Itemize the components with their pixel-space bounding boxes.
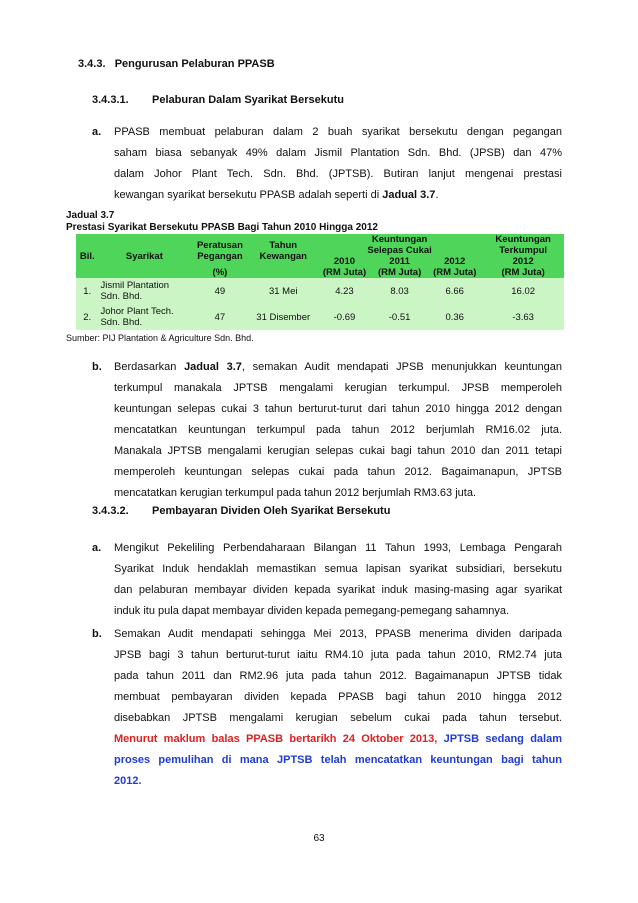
- header-text: Tahun: [269, 239, 298, 251]
- paragraph-line: terkumpul manakala JPTSB mengalami kerugian terkumpul. JPSB memperoleh: [114, 382, 562, 394]
- header-peratusan: [190, 234, 249, 267]
- header-peratusan-unit: (%): [190, 267, 249, 278]
- paragraph-line: mencatatkan keuntungan terkumpul pada tahun 2012 berjumlah RM16.02 juta.: [114, 424, 562, 436]
- header-text: Keuntungan: [495, 234, 551, 245]
- header-text: Terkumpul: [499, 245, 548, 256]
- text-run: , semakan Audit mendapati JPSB menunjukkan keuntungan: [241, 361, 562, 373]
- header-text: Keuntungan: [371, 234, 428, 245]
- header-text: Selepas Cukai: [367, 245, 432, 256]
- paragraph-line: saham biasa sebanyak 49% dalam Jismil Plantation Sdn. Bhd. (JPSB) dan 47%: [114, 147, 562, 159]
- response-line-blue: proses pemulihan di mana JPTSB telah mencatatkan keuntungan bagi tahun: [114, 754, 562, 766]
- paragraph-line: Mengikut Pekeliling Perbendaharaan Bilangan 11 Tahun 1993, Lembaga Pengarah: [114, 542, 562, 554]
- cell-fy: 31 Mei: [250, 278, 317, 304]
- paragraph-label: b.: [92, 361, 102, 373]
- paragraph-line: Semakan Audit mendapati sehingga Mei 2013, PPASB menerima dividen daripada: [114, 628, 562, 640]
- header-year-2012: 2012: [427, 256, 482, 267]
- header-terkumpul-year: 2012: [482, 256, 564, 267]
- section-heading-3-4-3: [78, 58, 275, 70]
- table-source-note: Sumber: PIJ Plantation & Agriculture Sdn. Bhd.: [66, 333, 254, 343]
- paragraph-line: dalam Johor Plant Tech. Sdn. Bhd. (JPTSB). Butiran lanjut mengenai prestasi: [114, 168, 562, 180]
- cell-2011: 8.03: [372, 278, 427, 304]
- company-name: Johor Plant Tech.: [100, 306, 174, 317]
- subsection-title: Pelaburan Dalam Syarikat Bersekutu: [152, 94, 344, 106]
- section-number: 3.4.3.: [78, 58, 106, 70]
- header-bil: Bil.: [76, 234, 98, 278]
- paragraph-line: induk itu pula dapat membayar dividen kepada pemegang-pemegang sahamnya.: [114, 605, 510, 617]
- paragraph-line: dan pelaburan membayar dividen kepada syarikat induk masing-masing agar syarikat: [114, 584, 562, 596]
- paragraph-b-profit: [92, 357, 562, 504]
- paragraph-line: memperoleh keuntungan selepas cukai pada tahun 2012. Bagaimanapun, JPTSB: [114, 466, 562, 478]
- paragraph-line: membuat pembayaran dividen kepada PPASB bagi tahun 2010 hingga 2012: [114, 691, 562, 703]
- section-title: Pengurusan Pelaburan PPASB: [114, 58, 275, 70]
- header-unit-2010: (RM Juta): [317, 267, 372, 278]
- table-reference: Jadual 3.7: [184, 361, 242, 373]
- text-run: .: [435, 189, 439, 201]
- table-header-row: [76, 234, 564, 256]
- response-text-blue: JPTSB sedang dalam: [443, 733, 562, 745]
- paragraph-line: mencatatkan kerugian terkumpul pada tahun 2012 berjumlah RM3.63 juta.: [114, 487, 477, 499]
- response-line-blue: 2012.: [114, 775, 142, 787]
- cell-2010: 4.23: [317, 278, 372, 304]
- paragraph-label: b.: [92, 628, 102, 640]
- table-row: [76, 278, 564, 304]
- company-name: Jismil Plantation: [100, 280, 170, 291]
- cell-accumulated: 16.02: [482, 278, 564, 304]
- paragraph-label: a.: [92, 126, 102, 138]
- cell-2011: -0.51: [372, 304, 427, 330]
- subsection-number: 3.4.3.2.: [92, 505, 129, 517]
- response-text-red: Menurut maklum balas PPASB bertarikh 24 Oktober 2013,: [114, 733, 438, 745]
- header-terkumpul: [482, 234, 564, 256]
- subsection-heading-3-4-3-1: [92, 94, 344, 106]
- cell-2012: 6.66: [427, 278, 482, 304]
- paragraph-line: Syarikat Induk hendaklah memastikan semua lapisan syarikat subsidiari, bersekutu: [114, 563, 562, 575]
- paragraph-line: JPSB bagi 3 tahun berturut-turut iaitu RM4.10 juta pada tahun 2010, RM2.74 juta: [114, 649, 562, 661]
- cell-pct: 49: [190, 278, 249, 304]
- company-suffix: Sdn. Bhd.: [100, 291, 143, 302]
- cell-2010: -0.69: [317, 304, 372, 330]
- cell-bil: 1.: [76, 278, 98, 304]
- header-unit-2012: (RM Juta): [427, 267, 482, 278]
- subsection-number: 3.4.3.1.: [92, 94, 129, 106]
- header-syarikat: Syarikat: [98, 234, 190, 278]
- header-unit-2011: (RM Juta): [372, 267, 427, 278]
- paragraph-line: pada tahun 2011 dan RM2.96 juta pada tahun 2012. Bagaimanapun JPTSB tidak: [114, 670, 562, 682]
- header-year-2011: 2011: [372, 256, 427, 267]
- company-suffix: Sdn. Bhd.: [100, 317, 143, 328]
- paragraph-label: a.: [92, 542, 102, 554]
- cell-bil: 2.: [76, 304, 98, 330]
- header-text: Peratusan: [196, 239, 243, 251]
- subsection-heading-3-4-3-2: [92, 505, 390, 517]
- paragraph-line: disebabkan JPTSB mengalami kerugian sebelum cukai pada tahun tersebut.: [114, 712, 562, 724]
- paragraph-line: keuntungan selepas cukai 3 tahun berturut-turut dari tahun 2010 hingga 2012 dengan: [114, 403, 562, 415]
- paragraph-line: Manakala JPTSB mengalami kerugian selepas cukai bagi tahun 2010 dan 2011 tetapi: [114, 445, 562, 457]
- header-tahun: [250, 234, 317, 267]
- cell-fy: 31 Disember: [250, 304, 317, 330]
- table-reference: Jadual 3.7: [382, 189, 436, 201]
- paragraph-a-investment: [92, 122, 562, 206]
- performance-table: [76, 234, 564, 330]
- table-label: Jadual 3.7: [66, 210, 115, 221]
- text-run: Berdasarkan: [114, 361, 185, 373]
- paragraph-line: [114, 357, 562, 378]
- paragraph-line: PPASB membuat pelaburan dalam 2 buah syarikat bersekutu dengan pegangan: [114, 126, 562, 138]
- cell-company: [98, 304, 190, 330]
- cell-2012: 0.36: [427, 304, 482, 330]
- subsection-title: Pembayaran Dividen Oleh Syarikat Bersekutu: [152, 505, 391, 517]
- cell-pct: 47: [190, 304, 249, 330]
- page-number: 63: [313, 833, 325, 844]
- cell-accumulated: -3.63: [482, 304, 564, 330]
- paragraph-line: [114, 185, 562, 206]
- header-text: Pegangan: [197, 250, 243, 262]
- table-title: Prestasi Syarikat Bersekutu PPASB Bagi Tahun 2010 Hingga 2012: [66, 222, 378, 233]
- cell-company: [98, 278, 190, 304]
- header-year-2010: 2010: [317, 256, 372, 267]
- paragraph-line: [114, 729, 562, 750]
- paragraph-a-dividend-rule: [92, 538, 562, 622]
- text-run: kewangan syarikat bersekutu PPASB adalah seperti di: [114, 189, 383, 201]
- header-keuntungan: [317, 234, 482, 256]
- header-text: Kewangan: [259, 250, 307, 262]
- table-row: [76, 304, 564, 330]
- paragraph-b-dividend-audit: [92, 624, 562, 792]
- header-terkumpul-unit: (RM Juta): [482, 267, 564, 278]
- header-tahun-blank: [250, 267, 317, 278]
